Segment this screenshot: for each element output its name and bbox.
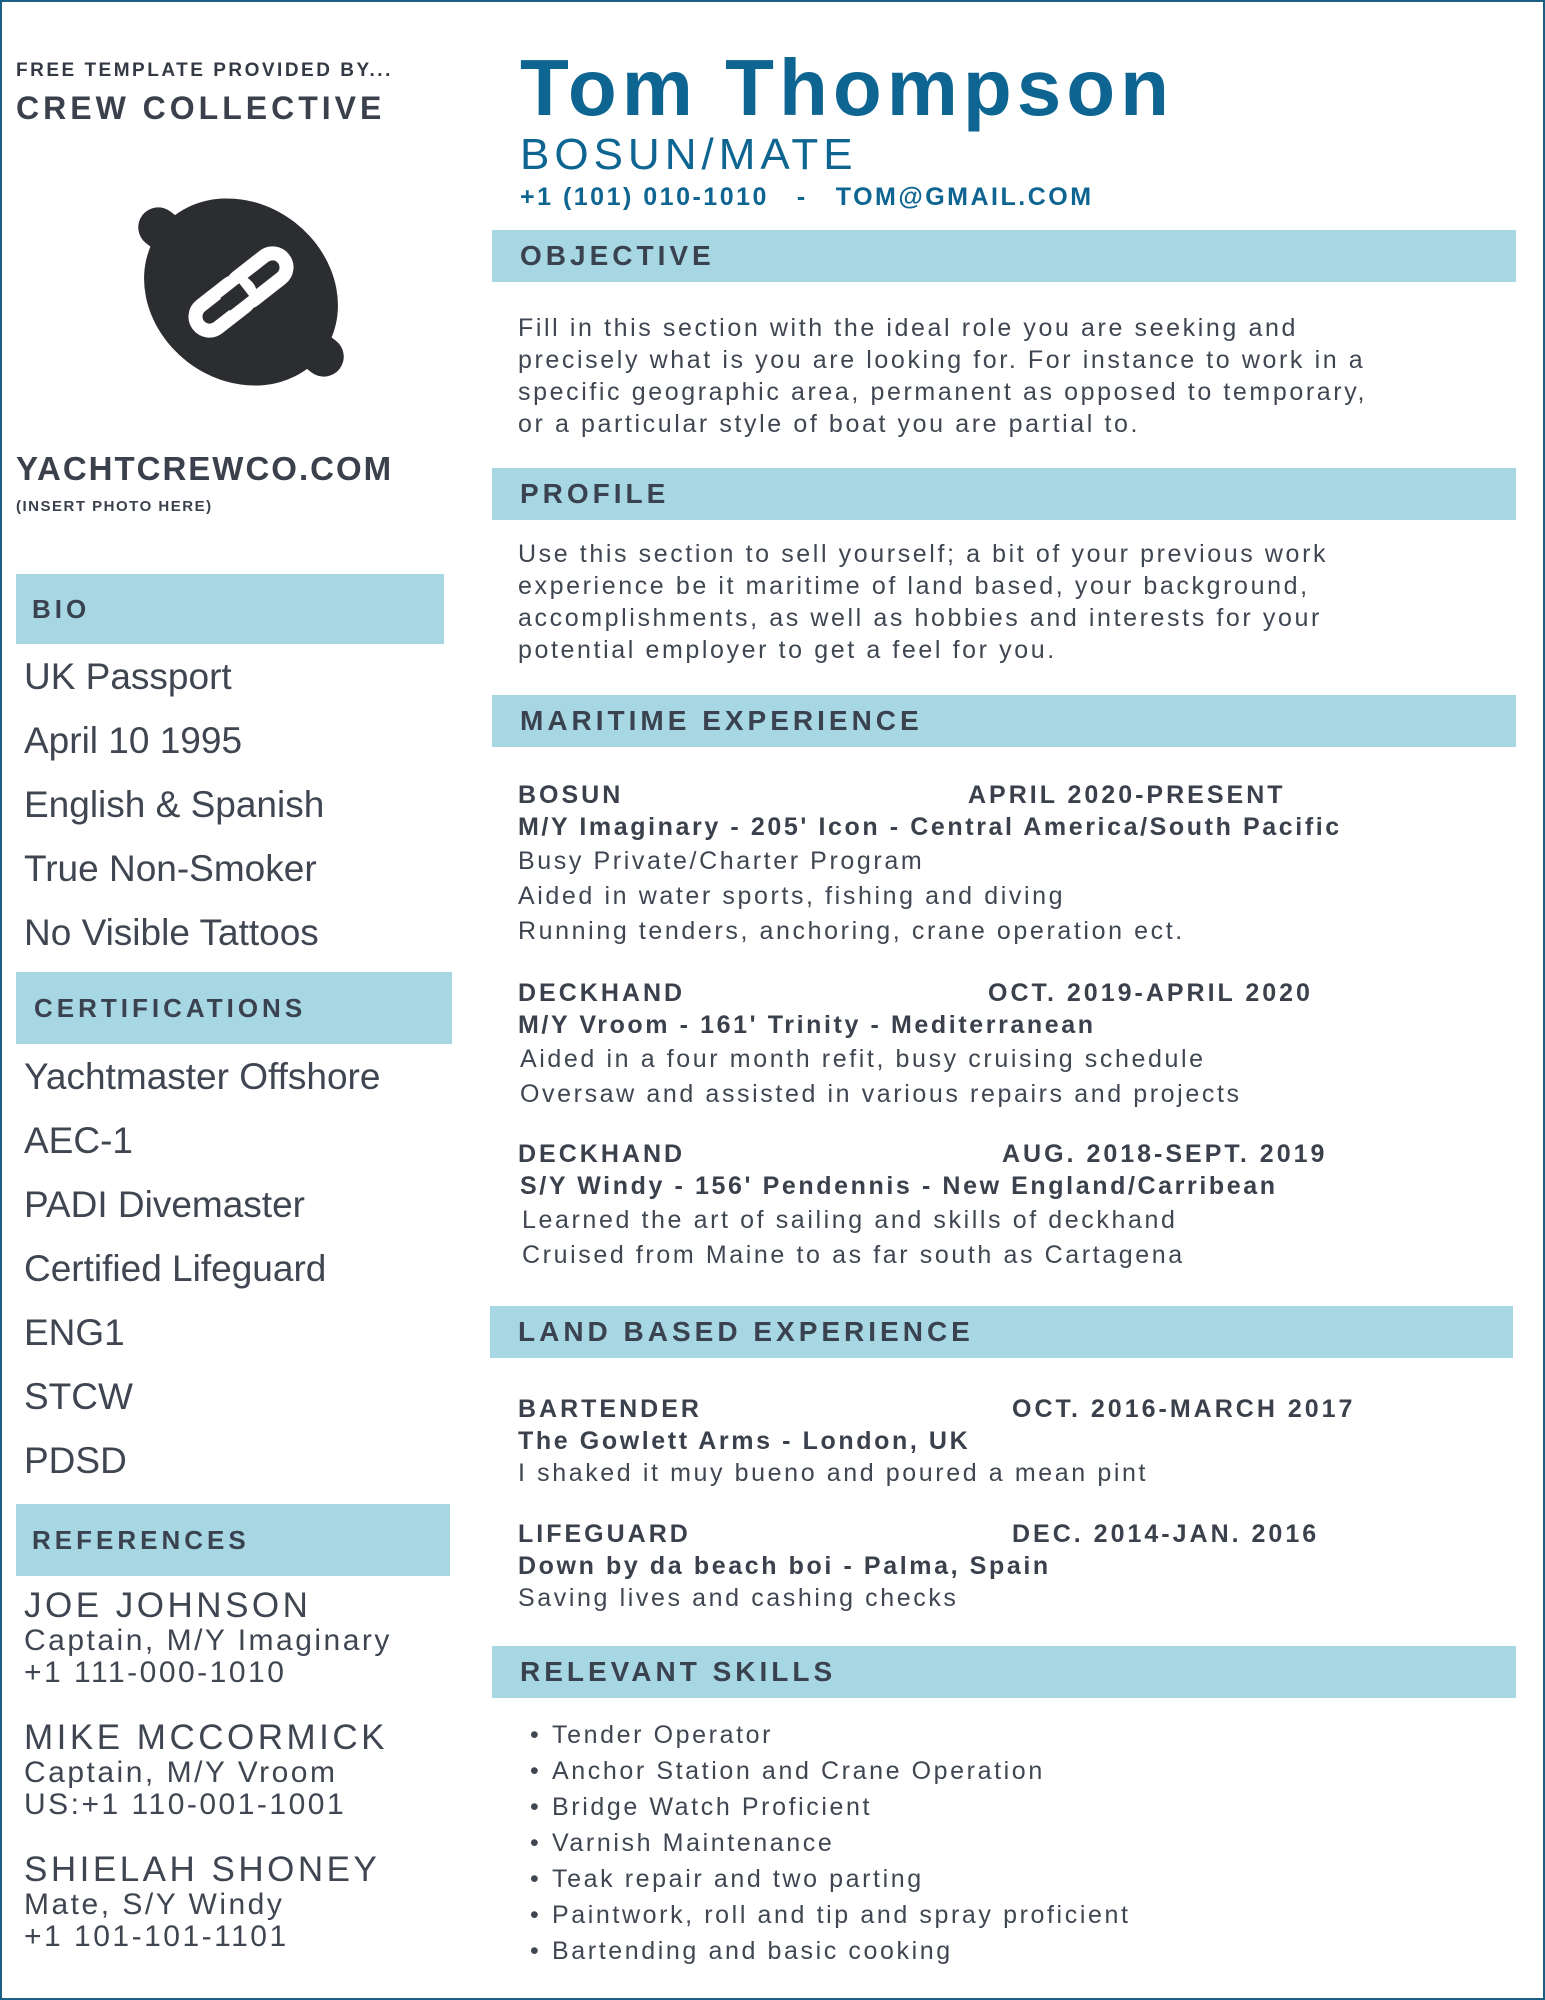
job-dates: AUG. 2018-SEPT. 2019 [1002,1140,1328,1168]
main-content [490,2,1520,1998]
job-entry [518,978,1508,1118]
bullet-icon: • [530,1721,542,1749]
reference-title: Captain, M/Y Vroom [24,1756,338,1789]
website: YACHTCREWCO.COM [16,450,394,487]
photo-placeholder-note: (INSERT PHOTO HERE) [16,498,213,515]
job-entry [518,1139,1508,1279]
job-dates: DEC. 2014-JAN. 2016 [1012,1520,1320,1548]
bullet-icon: • [530,1937,542,1965]
job-vessel: M/Y Vroom - 161' Trinity - Mediterranean [518,1011,1096,1039]
reference-phone: US:+1 110-001-1001 [24,1788,347,1821]
job-entry [518,1519,1508,1629]
reference-title: Mate, S/Y Windy [24,1888,285,1921]
reference-item [24,1851,464,1953]
certification-item: STCW [24,1376,133,1417]
job-details [520,1042,1242,1112]
reference-title: Captain, M/Y Imaginary [24,1624,392,1657]
job-detail: Aided in a four month refit, busy cruising schedule [520,1045,1206,1073]
skill-item [530,1933,1131,1969]
job-title: DECKHAND [518,1140,686,1168]
certification-item: AEC-1 [24,1120,133,1161]
skill-label: Varnish Maintenance [552,1829,835,1857]
contact-line [520,182,1094,212]
job-dates: OCT. 2016-MARCH 2017 [1012,1395,1356,1423]
promo-line: FREE TEMPLATE PROVIDED BY... [16,60,393,81]
job-detail: Running tenders, anchoring, crane operation ect. [518,917,1185,945]
skill-label: Bridge Watch Proficient [552,1793,873,1821]
job-title: DECKHAND [518,979,686,1007]
chain-link-icon [106,182,376,402]
job-detail: Busy Private/Charter Program [518,847,925,875]
profile-line: experience be it maritime of land based, your background, [518,572,1310,600]
bio-item: English & Spanish [24,784,325,825]
bullet-icon: • [530,1757,542,1785]
bio-heading: BIO [16,574,444,644]
job-entry [518,780,1508,950]
contact-separator: - [796,183,808,211]
bio-item: April 10 1995 [24,720,243,761]
skill-label: Tender Operator [552,1721,774,1749]
reference-item [24,1587,464,1689]
job-detail: Oversaw and assisted in various repairs and projects [520,1080,1242,1108]
candidate-role: BOSUN/MATE [520,130,858,179]
profile-heading: PROFILE [492,468,1516,520]
certification-item: Certified Lifeguard [24,1248,327,1289]
certification-item: PADI Divemaster [24,1184,305,1225]
objective-line: precisely what is you are looking for. For instance to work in a [518,346,1366,374]
skill-label: Paintwork, roll and tip and spray proficient [552,1901,1131,1929]
skill-item [530,1861,1131,1897]
reference-item [24,1719,464,1821]
profile-line: potential employer to get a feel for you. [518,636,1057,664]
profile-line: Use this section to sell yourself; a bit of your previous work [518,540,1329,568]
bio-list [24,645,324,965]
skill-item [530,1717,1131,1753]
skill-label: Bartending and basic cooking [552,1937,953,1965]
job-details [518,1581,959,1616]
job-details [522,1203,1185,1273]
job-detail: Saving lives and cashing checks [518,1584,959,1612]
job-employer: Down by da beach boi - Palma, Spain [518,1552,1051,1580]
reference-phone: +1 101-101-1101 [24,1920,289,1953]
reference-name: SHIELAH SHONEY [24,1850,381,1889]
job-vessel: M/Y Imaginary - 205' Icon - Central America/South Pacific [518,813,1342,841]
objective-heading: OBJECTIVE [492,230,1516,282]
job-details [518,844,1185,949]
certifications-list [24,1045,380,1493]
job-detail: Aided in water sports, fishing and diving [518,882,1066,910]
land-experience-heading: LAND BASED EXPERIENCE [490,1306,1513,1358]
skill-label: Teak repair and two parting [552,1865,924,1893]
job-detail: I shaked it muy bueno and poured a mean pint [518,1459,1149,1487]
promo-brand: CREW COLLECTIVE [16,90,386,126]
references-list [24,1587,464,1983]
reference-name: MIKE MCCORMICK [24,1718,388,1757]
profile-line: accomplishments, as well as hobbies and interests for your [518,604,1322,632]
objective-line: or a particular style of boat you are partial to. [518,410,1141,438]
certification-item: PDSD [24,1440,127,1481]
sidebar [16,2,456,1998]
job-details [518,1456,1148,1491]
job-dates: APRIL 2020-PRESENT [968,781,1286,809]
email-address: TOM@GMAIL.COM [835,183,1094,211]
skills-heading: RELEVANT SKILLS [492,1646,1516,1698]
references-heading: REFERENCES [16,1504,450,1576]
certification-item: ENG1 [24,1312,125,1353]
maritime-heading: MARITIME EXPERIENCE [492,695,1516,747]
certification-item: Yachtmaster Offshore [24,1056,381,1097]
objective-line: Fill in this section with the ideal role you are seeking and [518,314,1298,342]
skill-label: Anchor Station and Crane Operation [552,1757,1045,1785]
bullet-icon: • [530,1865,542,1893]
profile-text [518,538,1508,666]
candidate-name: Tom Thompson [520,43,1174,132]
reference-name: JOE JOHNSON [24,1586,312,1625]
job-dates: OCT. 2019-APRIL 2020 [988,979,1313,1007]
objective-line: specific geographic area, permanent as opposed to temporary, [518,378,1367,406]
bullet-icon: • [530,1901,542,1929]
bullet-icon: • [530,1829,542,1857]
bio-item: True Non-Smoker [24,848,317,889]
bio-item: No Visible Tattoos [24,912,319,953]
certifications-heading: CERTIFICATIONS [16,972,452,1044]
reference-phone: +1 111-000-1010 [24,1656,287,1689]
job-employer: The Gowlett Arms - London, UK [518,1427,971,1455]
job-title: BOSUN [518,781,624,809]
job-detail: Cruised from Maine to as far south as Cartagena [522,1241,1185,1269]
skills-list [530,1717,1131,1969]
skill-item [530,1789,1131,1825]
bio-item: UK Passport [24,656,232,697]
job-title: LIFEGUARD [518,1520,691,1548]
bullet-icon: • [530,1793,542,1821]
skill-item [530,1897,1131,1933]
skill-item [530,1753,1131,1789]
skill-item [530,1825,1131,1861]
job-entry [518,1394,1508,1504]
job-vessel: S/Y Windy - 156' Pendennis - New England/Carribean [520,1172,1278,1200]
phone-number: +1 (101) 010-1010 [520,183,769,211]
objective-text [518,312,1508,440]
job-detail: Learned the art of sailing and skills of deckhand [522,1206,1178,1234]
job-title: BARTENDER [518,1395,702,1423]
